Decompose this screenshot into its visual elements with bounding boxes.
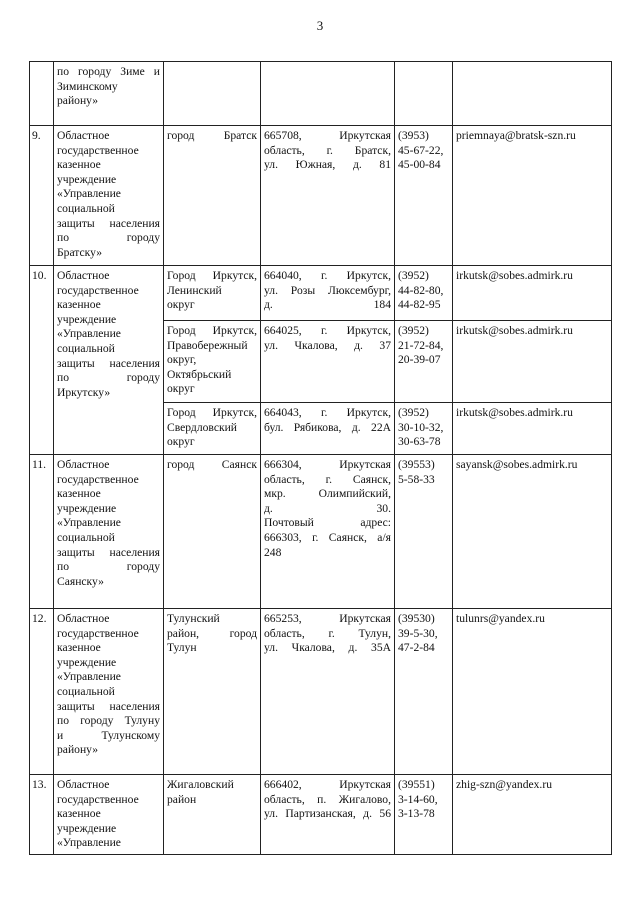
row-number: 12.: [30, 609, 54, 775]
cell-line: 45-00-84: [398, 158, 441, 172]
cell-line: социальной: [57, 530, 115, 544]
email-address: zhig-szn@yandex.ru: [456, 778, 552, 791]
cell-line: социальной: [57, 684, 115, 698]
cell-line: (3952): [398, 269, 429, 282]
email-cell: [453, 62, 612, 126]
area-cell: [164, 609, 261, 775]
cell-line: мкр. Олимпийский,: [264, 487, 391, 501]
organization-cell: [54, 609, 164, 775]
phone-cell: [395, 455, 453, 609]
cell-line: учреждение: [57, 501, 117, 515]
email-address: irkutsk@sobes.admirk.ru: [456, 269, 573, 282]
area-cell: [164, 266, 261, 321]
cell-line: учреждение: [57, 821, 117, 835]
cell-line: область, п. Жигалово,: [264, 792, 391, 806]
cell-line: учреждение: [57, 655, 117, 669]
email-cell: [453, 403, 612, 455]
cell-line: социальной: [57, 201, 115, 215]
cell-line: (39553): [398, 458, 435, 471]
cell-line: «Управление: [57, 670, 121, 684]
cell-line: Зиминскому: [57, 79, 118, 93]
table-row: [30, 609, 612, 775]
cell-line: Областное: [57, 612, 110, 625]
cell-line: (3952): [398, 406, 429, 419]
cell-line: город Саянск: [167, 458, 257, 471]
cell-line: району»: [57, 743, 99, 757]
cell-line: 5-58-33: [398, 472, 435, 486]
phone-cell: [395, 321, 453, 403]
cell-line: «Управление: [57, 516, 121, 530]
cell-line: Иркутску»: [57, 385, 111, 399]
row-number: 10.: [30, 266, 54, 455]
email-cell: [453, 126, 612, 266]
cell-line: Областное: [57, 778, 110, 791]
row-number: [30, 62, 54, 126]
cell-line: округ: [167, 382, 195, 396]
area-cell: [164, 403, 261, 455]
phone-cell: [395, 126, 453, 266]
cell-line: казенное: [57, 807, 101, 821]
cell-line: (3953): [398, 129, 429, 142]
cell-line: по городу: [57, 231, 160, 245]
cell-line: ул. Чкалова, д. 37: [264, 338, 391, 352]
address-cell: [261, 775, 395, 855]
address-cell: [261, 266, 395, 321]
table-row: [30, 126, 612, 266]
cell-line: Город Иркутск,: [167, 269, 257, 282]
cell-line: 664025, г. Иркутск,: [264, 324, 391, 337]
cell-line: Город Иркутск,: [167, 406, 257, 419]
cell-line: 666402, Иркутская: [264, 778, 391, 791]
cell-line: «Управление: [57, 187, 121, 201]
cell-line: 30-63-78: [398, 435, 441, 449]
cell-line: 44-82-80,: [398, 283, 444, 297]
cell-line: д. 30.: [264, 501, 391, 515]
area-cell: [164, 126, 261, 266]
cell-line: 20-39-07: [398, 353, 441, 367]
organization-cell: [54, 455, 164, 609]
cell-line: Жигаловский: [167, 778, 234, 791]
cell-line: 664040, г. Иркутск,: [264, 269, 391, 282]
cell-line: округ: [167, 298, 195, 312]
cell-line: Октябрьский: [167, 367, 232, 381]
email-cell: [453, 775, 612, 855]
cell-line: учреждение: [57, 172, 117, 186]
address-cell: [261, 126, 395, 266]
cell-line: Свердловский: [167, 420, 238, 434]
cell-line: область, г. Саянск,: [264, 472, 391, 486]
email-address: sayansk@sobes.admirk.ru: [456, 458, 578, 471]
cell-line: (39551): [398, 778, 435, 791]
cell-line: государственное: [57, 626, 139, 640]
table-row: [30, 62, 612, 126]
email-address: priemnaya@bratsk-szn.ru: [456, 129, 576, 142]
cell-line: 47-2-84: [398, 641, 435, 655]
address-cell: [261, 62, 395, 126]
cell-line: казенное: [57, 487, 101, 501]
row-number: 11.: [30, 455, 54, 609]
agencies-table: [29, 61, 612, 855]
email-address: irkutsk@sobes.admirk.ru: [456, 324, 573, 337]
cell-line: Братску»: [57, 245, 103, 259]
email-cell: [453, 609, 612, 775]
cell-line: казенное: [57, 298, 101, 312]
phone-cell: [395, 62, 453, 126]
cell-line: по городу Тулуну: [57, 714, 160, 728]
cell-line: Саянску»: [57, 574, 104, 588]
organization-cell: [54, 266, 164, 455]
cell-line: (39530): [398, 612, 435, 625]
cell-line: 664043, г. Иркутск,: [264, 406, 391, 419]
cell-line: 21-72-84,: [398, 338, 444, 352]
cell-line: ул. Чкалова, д. 35А: [264, 641, 391, 655]
cell-line: область, г. Братск,: [264, 143, 391, 157]
cell-line: учреждение: [57, 312, 117, 326]
table-row: [30, 266, 612, 321]
cell-line: государственное: [57, 792, 139, 806]
cell-line: ул. Розы Люксембург,: [264, 283, 391, 297]
area-cell: [164, 775, 261, 855]
cell-line: Ленинский: [167, 283, 222, 297]
email-cell: [453, 266, 612, 321]
cell-line: область, г. Тулун,: [264, 626, 391, 640]
cell-line: защиты населения: [57, 545, 160, 559]
area-cell: [164, 62, 261, 126]
cell-line: государственное: [57, 283, 139, 297]
cell-line: Областное: [57, 269, 110, 282]
cell-line: ул. Партизанская, д. 56: [264, 807, 391, 821]
row-number: 9.: [30, 126, 54, 266]
cell-line: Почтовый адрес:: [264, 516, 391, 530]
organization-cell: [54, 775, 164, 855]
cell-line: по городу: [57, 560, 160, 574]
cell-line: 248: [264, 545, 282, 559]
cell-line: «Управление: [57, 327, 121, 341]
email-address: irkutsk@sobes.admirk.ru: [456, 406, 573, 419]
area-cell: [164, 321, 261, 403]
cell-line: по городу Зиме и: [57, 65, 160, 78]
email-cell: [453, 321, 612, 403]
cell-line: город Братск: [167, 129, 257, 142]
area-cell: [164, 455, 261, 609]
row-number: 13.: [30, 775, 54, 855]
cell-line: 665708, Иркутская: [264, 129, 391, 142]
cell-line: району»: [57, 94, 99, 108]
cell-line: 30-10-32,: [398, 420, 444, 434]
table-row: [30, 775, 612, 855]
cell-line: государственное: [57, 143, 139, 157]
cell-line: 39-5-30,: [398, 626, 438, 640]
table-row: [30, 455, 612, 609]
address-cell: [261, 321, 395, 403]
address-cell: [261, 455, 395, 609]
cell-line: «Управление: [57, 836, 121, 850]
cell-line: по городу: [57, 371, 160, 385]
cell-line: округ,: [167, 353, 197, 367]
cell-line: 666304, Иркутская: [264, 458, 391, 471]
phone-cell: [395, 775, 453, 855]
phone-cell: [395, 609, 453, 775]
cell-line: Правобережный: [167, 338, 248, 352]
cell-line: государственное: [57, 472, 139, 486]
cell-line: социальной: [57, 341, 115, 355]
cell-line: район: [167, 792, 197, 806]
cell-line: Город Иркутск,: [167, 324, 257, 337]
cell-line: Областное: [57, 458, 110, 471]
phone-cell: [395, 403, 453, 455]
cell-line: район, город: [167, 626, 257, 640]
organization-cell: [54, 62, 164, 126]
organization-cell: [54, 126, 164, 266]
cell-line: казенное: [57, 641, 101, 655]
cell-line: защиты населения: [57, 699, 160, 713]
cell-line: 3-13-78: [398, 807, 435, 821]
cell-line: Тулун: [167, 641, 197, 655]
cell-line: бул. Рябикова, д. 22А: [264, 420, 391, 434]
address-cell: [261, 609, 395, 775]
cell-line: округ: [167, 435, 195, 449]
phone-cell: [395, 266, 453, 321]
cell-line: ул. Южная, д. 81: [264, 158, 391, 172]
cell-line: защиты населения: [57, 356, 160, 370]
address-cell: [261, 403, 395, 455]
cell-line: Тулунский: [167, 612, 220, 625]
page-number: 3: [316, 18, 324, 33]
cell-line: 666303, г. Саянск, а/я: [264, 530, 391, 544]
cell-line: (3952): [398, 324, 429, 337]
cell-line: казенное: [57, 158, 101, 172]
email-address: tulunrs@yandex.ru: [456, 612, 545, 625]
cell-line: 44-82-95: [398, 298, 441, 312]
cell-line: 45-67-22,: [398, 143, 444, 157]
cell-line: Областное: [57, 129, 110, 142]
cell-line: 3-14-60,: [398, 792, 438, 806]
email-cell: [453, 455, 612, 609]
cell-line: д. 184: [264, 298, 391, 312]
cell-line: защиты населения: [57, 216, 160, 230]
cell-line: и Тулунскому: [57, 728, 160, 742]
cell-line: 665253, Иркутская: [264, 612, 391, 625]
